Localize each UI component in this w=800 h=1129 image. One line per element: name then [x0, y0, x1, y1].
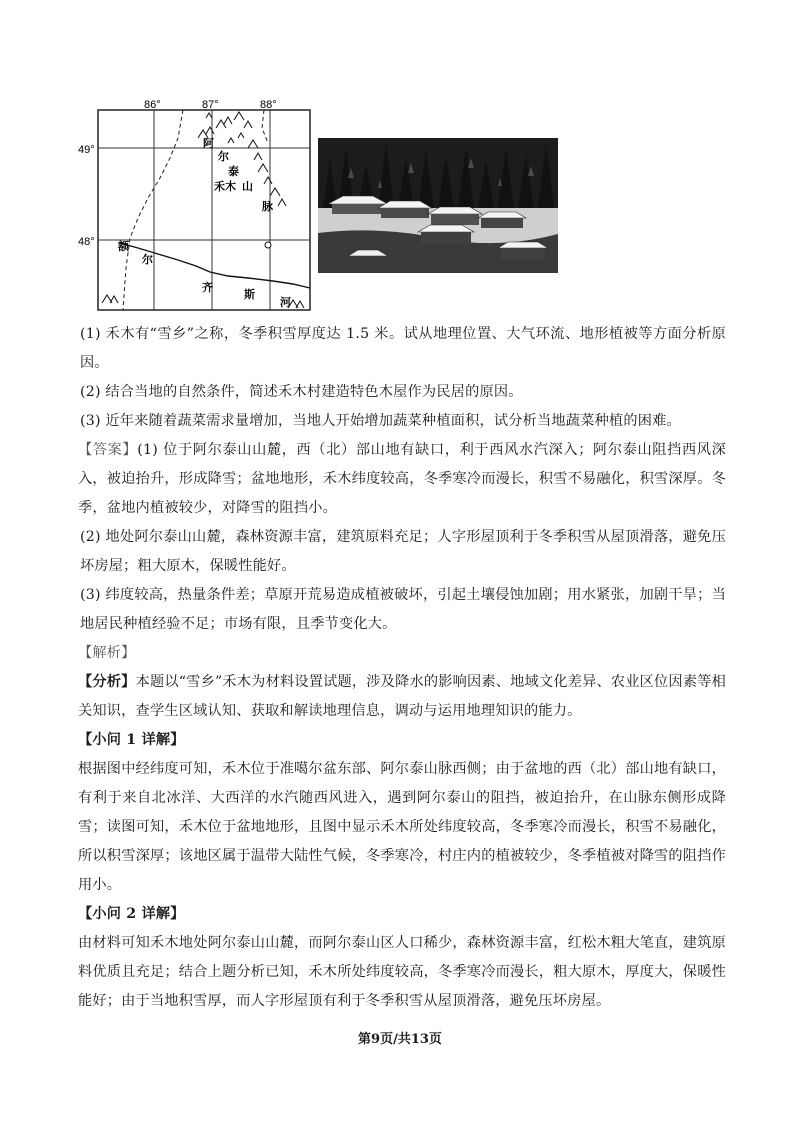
mountain-char: 泰 — [228, 165, 239, 178]
question-1: (1) 禾木有“雪乡”之称，冬季积雪厚度达 1.5 米。试从地理位置、大气环流、地形植被等方面分析原因。 — [80, 326, 726, 371]
mountain-char: 脉 — [262, 200, 273, 213]
question-3: (3) 近年来随着蔬菜需求量增加，当地人开始增加蔬菜种植面积，试分析当地蔬菜种植的困难。 — [80, 413, 681, 429]
mountain-char: 阿 — [203, 137, 214, 150]
village-marker — [265, 242, 271, 248]
lat-label-48: 48° — [78, 236, 95, 248]
river-char: 斯 — [244, 288, 255, 301]
page-footer: 第9页/共13页 — [358, 1032, 442, 1047]
question-2: (2) 结合当地的自然条件，简述禾木村建造特色木屋作为民居的原因。 — [80, 384, 523, 400]
river-char: 河 — [280, 296, 291, 309]
fenxi — [78, 668, 726, 726]
village-label: 禾木 — [214, 180, 236, 193]
answer-1 — [78, 436, 726, 523]
answer-3: (3) 纬度较高，热量条件差；草原开荒易造成植被破坏，引起土壤侵蚀加剧；用水紧张，加剧干旱；当地居民种植经验不足；市场有限，且季节变化大。 — [80, 587, 726, 632]
analysis-tag: 【解析】 — [78, 645, 136, 661]
lon-label-86: 86° — [144, 99, 161, 111]
mountain-char: 尔 — [218, 150, 229, 163]
river-char: 尔 — [142, 253, 153, 266]
fenxi-text: 本题以“雪乡”禾木为材料设置试题，涉及降水的影响因素、地域文化差异、农业区位因素等相关知识，查学生区域认知、获取和解读地理信息，调动与运用地理知识的能力。 — [78, 674, 726, 719]
location-map — [78, 98, 314, 313]
figure — [78, 98, 558, 313]
lon-label-88: 88° — [260, 99, 277, 111]
village-photo — [318, 138, 558, 273]
answer-2: (2) 地处阿尔泰山山麓，森林资源丰富，建筑原料充足；人字形屋顶利于冬季积雪从屋顶滑落，避免压坏房屋；粗大原木，保暖性能好。 — [80, 529, 726, 574]
subq-2-tag: 【小问 2 详解】 — [78, 906, 185, 922]
lat-label-49: 49° — [78, 144, 95, 156]
mountain-char: 山 — [242, 180, 253, 193]
subq-2-text: 由材料可知禾木地处阿尔泰山山麓，而阿尔泰山区人口稀少，森林资源丰富，红松木粗大笔直，建筑原料优质且充足；结合上题分析已知，禾木所处纬度较高，冬季寒冷而漫长，粗大原木，厚度大，保暖性能好；由于当地积雪厚，而人字形屋顶有利于冬季积雪从屋顶滑落，避免压坏房屋。 — [78, 935, 726, 1009]
subq-1-text: 根据图中经纬度可知，禾木位于准噶尔盆东部、阿尔泰山脉西侧；由于盆地的西（北）部山地有缺口，有利于来自北冰洋、大西洋的水汽随西风进入，遇到阿尔泰山的阻挡，被迫抬升，在山脉东侧形成降雪；读图可知，禾木位于盆地地形，且图中显示禾木所处纬度较高，冬季寒冷而漫长，积雪不易融化，所以积雪深厚；该地区属于温带大陆性气候，冬季寒冷，村庄内的植被较少，冬季植被对降雪的阻挡作用小。 — [78, 761, 726, 893]
answer-tag: 【答案】 — [78, 442, 138, 458]
river-char: 额 — [118, 240, 129, 253]
content — [78, 320, 726, 1016]
fenxi-tag: 【分析】 — [78, 674, 136, 690]
answer-1-text: (1) 位于阿尔泰山山麓，西（北）部山地有缺口，利于西风水汽深入；阿尔泰山阻挡西风深入，被迫抬升，形成降雪；盆地地形，禾木纬度较高，冬季寒冷而漫长，积雪不易融化，积雪深厚。冬季，盆地内植被较少，对降雪的阻挡小。 — [78, 442, 726, 516]
river-char: 齐 — [202, 281, 213, 294]
lon-label-87: 87° — [202, 99, 219, 111]
subq-1-tag: 【小问 1 详解】 — [78, 732, 185, 748]
